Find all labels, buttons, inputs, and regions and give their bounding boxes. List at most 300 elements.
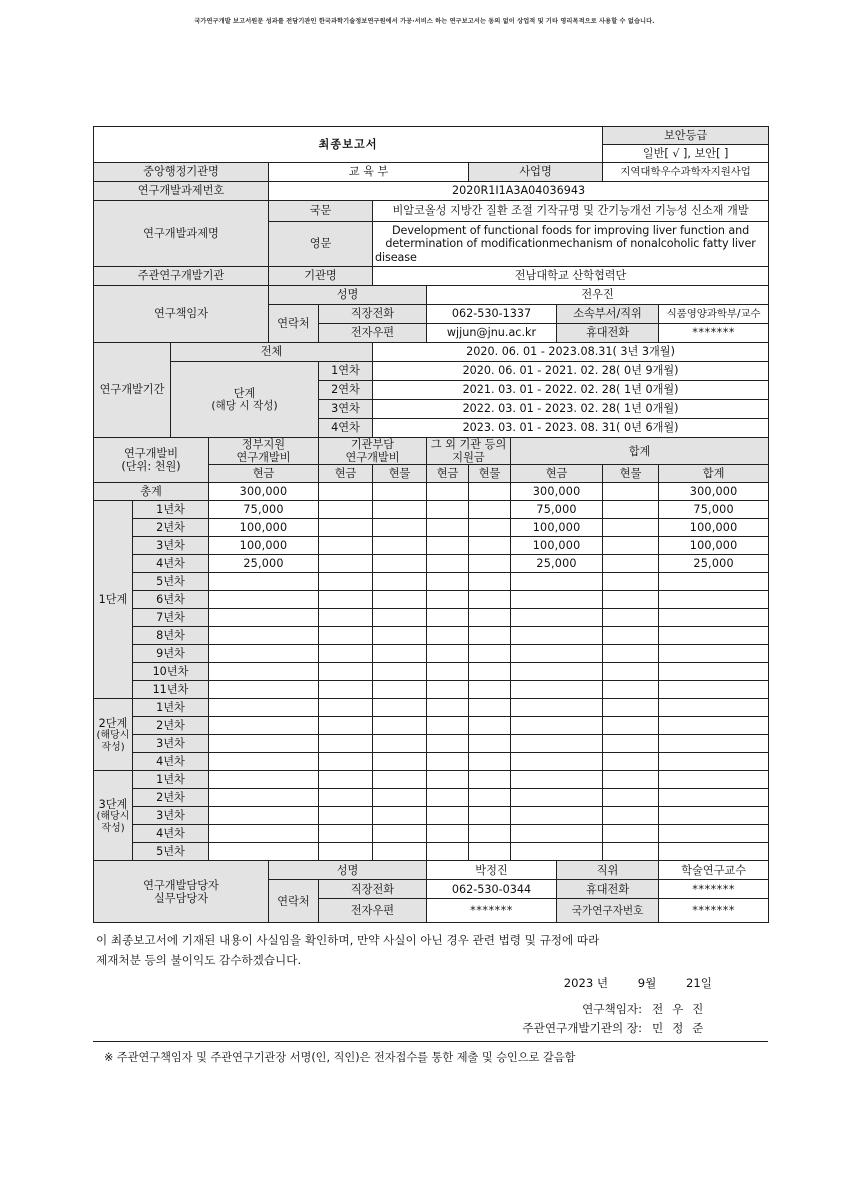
host-org-name-label: 기관명 bbox=[269, 267, 373, 286]
budget-row-label: 11년차 bbox=[133, 681, 209, 699]
budget-stage-2-note: (해당시 작성) bbox=[96, 729, 130, 753]
period-year-value-1: 2020. 06. 01 - 2021. 02. 28( 0년 9개월) bbox=[373, 362, 769, 381]
budget-row-label: 8년차 bbox=[133, 627, 209, 645]
budget-cell-total-sum bbox=[659, 663, 769, 681]
budget-row-label: 5년차 bbox=[133, 573, 209, 591]
budget-cell-other-inkind bbox=[469, 609, 511, 627]
program-label: 사업명 bbox=[469, 163, 603, 182]
period-total-row bbox=[94, 343, 769, 362]
budget-col-other bbox=[427, 438, 511, 465]
budget-sub-org-cash: 현금 bbox=[319, 465, 373, 483]
budget-header-row bbox=[94, 438, 769, 465]
budget-cell-total-cash bbox=[511, 699, 603, 717]
pi-dept-value: 식품영양과학부/교수 bbox=[659, 305, 769, 324]
period-year-label-2: 2연차 bbox=[319, 381, 373, 400]
pi-mobile-label: 휴대전화 bbox=[557, 324, 659, 343]
budget-cell-total-cash bbox=[511, 645, 603, 663]
document-title: 최종보고서 bbox=[94, 127, 603, 163]
budget-cell-total-inkind bbox=[603, 789, 659, 807]
budget-sub-total-inkind: 현물 bbox=[603, 465, 659, 483]
contact-researcher-no-label: 국가연구자번호 bbox=[557, 899, 659, 923]
budget-row-label: 1년차 bbox=[133, 501, 209, 519]
budget-col-gov-l2: 연구개발비 bbox=[236, 451, 291, 465]
budget-cell-other-inkind bbox=[469, 843, 511, 861]
pi-name-value: 전우진 bbox=[427, 286, 769, 305]
contact-email-label: 전자우편 bbox=[319, 899, 427, 923]
program-value: 지역대학우수과학자지원사업 bbox=[603, 163, 769, 182]
budget-cell-org-cash bbox=[319, 591, 373, 609]
budget-cell-total-inkind bbox=[603, 681, 659, 699]
budget-cell-other-inkind bbox=[469, 645, 511, 663]
pi-signature-name: 전 우 진 bbox=[652, 1002, 706, 1016]
budget-cell-total-inkind bbox=[603, 555, 659, 573]
budget-cell-other-inkind bbox=[469, 573, 511, 591]
budget-cell-gov-cash bbox=[209, 699, 319, 717]
budget-cell-other-cash bbox=[427, 771, 469, 789]
budget-row bbox=[94, 573, 769, 591]
budget-cell-org-inkind bbox=[373, 699, 427, 717]
budget-cell-total-cash bbox=[511, 825, 603, 843]
contact-label-line2: 실무담당자 bbox=[153, 891, 209, 905]
contact-label bbox=[94, 861, 269, 923]
project-title-kor-value: 비알코올성 지방간 질환 조절 기작규명 및 간기능개선 기능성 신소재 개발 bbox=[373, 201, 769, 222]
final-report-table bbox=[93, 126, 769, 923]
budget-cell-total-sum bbox=[659, 825, 769, 843]
budget-row bbox=[94, 537, 769, 555]
budget-row bbox=[94, 663, 769, 681]
budget-cell-org-inkind bbox=[373, 753, 427, 771]
budget-cell-org-cash bbox=[319, 771, 373, 789]
security-grade-value: 일반[ √ ], 보안[ ] bbox=[603, 145, 769, 163]
budget-cell-org-inkind bbox=[373, 609, 427, 627]
period-total-label: 전체 bbox=[171, 343, 373, 362]
security-grade-header: 보안등급 bbox=[603, 127, 769, 145]
budget-cell-other-inkind bbox=[469, 717, 511, 735]
budget-grand-other-cash bbox=[427, 483, 469, 501]
project-title-kor-row bbox=[94, 201, 769, 222]
project-title-kor-label: 국문 bbox=[269, 201, 373, 222]
pi-name-label: 성명 bbox=[269, 286, 427, 305]
budget-grand-total-cash: 300,000 bbox=[511, 483, 603, 501]
budget-cell-gov-cash: 100,000 bbox=[209, 537, 319, 555]
budget-row bbox=[94, 753, 769, 771]
budget-cell-org-inkind bbox=[373, 555, 427, 573]
budget-cell-total-inkind bbox=[603, 717, 659, 735]
period-year-value-4: 2023. 03. 01 - 2023. 08. 31( 0년 6개월) bbox=[373, 419, 769, 438]
period-stage-title: 단계 bbox=[233, 386, 256, 400]
date-year: 2023 년 bbox=[563, 976, 609, 990]
budget-row-label: 2년차 bbox=[133, 789, 209, 807]
budget-cell-total-sum bbox=[659, 771, 769, 789]
budget-cell-org-inkind bbox=[373, 807, 427, 825]
agency-label: 중앙행정기관명 bbox=[94, 163, 269, 182]
budget-col-org-l1: 기관부담 bbox=[350, 438, 395, 451]
budget-cell-other-cash bbox=[427, 789, 469, 807]
budget-cell-total-inkind bbox=[603, 843, 659, 861]
budget-grand-total-inkind bbox=[603, 483, 659, 501]
budget-cell-total-sum bbox=[659, 591, 769, 609]
budget-cell-total-sum: 100,000 bbox=[659, 537, 769, 555]
budget-cell-total-sum bbox=[659, 753, 769, 771]
budget-cell-total-sum bbox=[659, 681, 769, 699]
budget-cell-other-inkind bbox=[469, 681, 511, 699]
budget-cell-org-inkind bbox=[373, 519, 427, 537]
budget-cell-total-inkind bbox=[603, 501, 659, 519]
contact-position-value: 학술연구교수 bbox=[659, 861, 769, 880]
budget-cell-org-cash bbox=[319, 609, 373, 627]
budget-cell-total-inkind bbox=[603, 591, 659, 609]
budget-cell-org-cash bbox=[319, 825, 373, 843]
budget-row bbox=[94, 645, 769, 663]
budget-cell-total-cash: 25,000 bbox=[511, 555, 603, 573]
budget-cell-total-cash bbox=[511, 627, 603, 645]
pi-name-row bbox=[94, 286, 769, 305]
budget-cell-total-sum bbox=[659, 807, 769, 825]
period-year-label-1: 1연차 bbox=[319, 362, 373, 381]
budget-cell-org-inkind bbox=[373, 789, 427, 807]
budget-col-total: 합계 bbox=[511, 438, 769, 465]
budget-row bbox=[94, 555, 769, 573]
budget-cell-org-cash bbox=[319, 519, 373, 537]
budget-row bbox=[94, 609, 769, 627]
budget-col-gov-l1: 정부지원 bbox=[241, 438, 286, 451]
budget-cell-gov-cash bbox=[209, 663, 319, 681]
pi-dept-label: 소속부서/직위 bbox=[557, 305, 659, 324]
budget-cell-other-cash bbox=[427, 591, 469, 609]
budget-cell-other-cash bbox=[427, 627, 469, 645]
org-head-signature-line bbox=[96, 1019, 706, 1038]
budget-cell-org-cash bbox=[319, 663, 373, 681]
budget-cell-total-sum bbox=[659, 699, 769, 717]
budget-cell-total-sum: 100,000 bbox=[659, 519, 769, 537]
budget-cell-total-sum bbox=[659, 609, 769, 627]
budget-cell-total-sum: 25,000 bbox=[659, 555, 769, 573]
budget-cell-total-cash bbox=[511, 735, 603, 753]
budget-cell-org-cash bbox=[319, 699, 373, 717]
budget-cell-total-sum bbox=[659, 645, 769, 663]
copyright-notice: 국가연구개발 보고서원문 성과를 전담기관인 한국과학기술정보연구원에서 가공·서비스 하는 연구보고서는 동의 없이 상업적 및 기타 영리목적으로 사용할 수 없습니다. bbox=[194, 18, 655, 25]
budget-cell-total-sum bbox=[659, 843, 769, 861]
contact-email-value: ******* bbox=[427, 899, 557, 923]
contact-name-value: 박정진 bbox=[427, 861, 557, 880]
budget-cell-gov-cash bbox=[209, 717, 319, 735]
pi-label: 연구책임자 bbox=[94, 286, 269, 343]
statement-line-2: 제재처분 등의 불이익도 감수하겠습니다. bbox=[96, 953, 302, 968]
budget-row-label: 4년차 bbox=[133, 555, 209, 573]
budget-cell-other-inkind bbox=[469, 789, 511, 807]
period-year-label-4: 4연차 bbox=[319, 419, 373, 438]
budget-row-label: 2년차 bbox=[133, 717, 209, 735]
budget-row bbox=[94, 699, 769, 717]
budget-cell-org-cash bbox=[319, 681, 373, 699]
budget-row-label: 3년차 bbox=[133, 537, 209, 555]
budget-cell-total-inkind bbox=[603, 519, 659, 537]
budget-stage-3-title: 3단계 bbox=[98, 797, 128, 811]
budget-cell-org-cash bbox=[319, 843, 373, 861]
budget-row-label: 5년차 bbox=[133, 843, 209, 861]
pi-mobile-value: ******* bbox=[659, 324, 769, 343]
budget-cell-other-inkind bbox=[469, 501, 511, 519]
budget-sub-other-cash: 현금 bbox=[427, 465, 469, 483]
period-stage-label bbox=[171, 362, 319, 438]
budget-cell-org-cash bbox=[319, 789, 373, 807]
budget-row bbox=[94, 717, 769, 735]
budget-cell-other-cash bbox=[427, 843, 469, 861]
budget-cell-org-inkind bbox=[373, 501, 427, 519]
contact-name-row bbox=[94, 861, 769, 880]
budget-cell-total-cash bbox=[511, 591, 603, 609]
budget-col-other-l1: 그 외 기관 등의 bbox=[430, 438, 507, 451]
budget-cell-other-cash bbox=[427, 519, 469, 537]
project-number-label: 연구개발과제번호 bbox=[94, 182, 269, 201]
budget-cell-total-cash bbox=[511, 717, 603, 735]
budget-cell-total-cash bbox=[511, 663, 603, 681]
budget-cell-gov-cash: 25,000 bbox=[209, 555, 319, 573]
agency-row bbox=[94, 163, 769, 182]
budget-row-label: 4년차 bbox=[133, 825, 209, 843]
budget-cell-other-cash bbox=[427, 753, 469, 771]
budget-cell-total-cash: 100,000 bbox=[511, 537, 603, 555]
budget-cell-other-inkind bbox=[469, 591, 511, 609]
budget-cell-gov-cash bbox=[209, 573, 319, 591]
budget-cell-gov-cash bbox=[209, 771, 319, 789]
budget-row-label: 9년차 bbox=[133, 645, 209, 663]
budget-grand-total-row bbox=[94, 483, 769, 501]
budget-cell-gov-cash: 75,000 bbox=[209, 501, 319, 519]
budget-row-label: 1년차 bbox=[133, 771, 209, 789]
budget-stage-2-title: 2단계 bbox=[98, 716, 128, 730]
period-stage-note: (해당 시 작성) bbox=[211, 399, 278, 412]
budget-cell-total-cash bbox=[511, 681, 603, 699]
budget-cell-gov-cash bbox=[209, 789, 319, 807]
budget-cell-org-cash bbox=[319, 753, 373, 771]
budget-cell-org-inkind bbox=[373, 825, 427, 843]
budget-label-unit: (단위: 천원) bbox=[121, 460, 181, 474]
budget-cell-other-cash bbox=[427, 645, 469, 663]
budget-row-label: 4년차 bbox=[133, 753, 209, 771]
budget-col-gov bbox=[209, 438, 319, 465]
budget-cell-total-cash bbox=[511, 843, 603, 861]
budget-cell-gov-cash bbox=[209, 645, 319, 663]
budget-cell-org-inkind bbox=[373, 717, 427, 735]
budget-cell-total-cash: 75,000 bbox=[511, 501, 603, 519]
budget-stage-3-note: (해당시 작성) bbox=[96, 810, 130, 834]
budget-col-org bbox=[319, 438, 427, 465]
budget-cell-gov-cash bbox=[209, 843, 319, 861]
budget-cell-other-cash bbox=[427, 807, 469, 825]
budget-cell-other-inkind bbox=[469, 825, 511, 843]
budget-cell-other-cash bbox=[427, 537, 469, 555]
budget-cell-org-inkind bbox=[373, 573, 427, 591]
budget-cell-total-cash bbox=[511, 753, 603, 771]
budget-cell-other-inkind bbox=[469, 537, 511, 555]
budget-cell-org-cash bbox=[319, 537, 373, 555]
budget-cell-org-cash bbox=[319, 645, 373, 663]
contact-researcher-no-value: ******* bbox=[659, 899, 769, 923]
project-title-eng-value: Development of functional foods for improving liver function and determination of modificationmechanism of nonalcoholic fatty liver disease bbox=[373, 222, 769, 267]
budget-cell-org-inkind bbox=[373, 681, 427, 699]
budget-cell-total-sum bbox=[659, 573, 769, 591]
confirmation-statement bbox=[96, 930, 768, 971]
budget-cell-org-inkind bbox=[373, 627, 427, 645]
budget-cell-total-cash bbox=[511, 807, 603, 825]
period-total-value: 2020. 06. 01 - 2023.08.31( 3년 3개월) bbox=[373, 343, 769, 362]
budget-cell-gov-cash bbox=[209, 825, 319, 843]
budget-cell-gov-cash bbox=[209, 807, 319, 825]
pi-email-label: 전자우편 bbox=[319, 324, 427, 343]
period-label: 연구개발기간 bbox=[94, 343, 171, 438]
budget-cell-total-inkind bbox=[603, 699, 659, 717]
budget-cell-gov-cash bbox=[209, 753, 319, 771]
budget-cell-other-inkind bbox=[469, 699, 511, 717]
signature-footnote: ※ 주관연구책임자 및 주관연구기관장 서명(인, 직인)은 전자접수를 통한 제출 및 승인으로 갈음함 bbox=[104, 1051, 576, 1064]
date-day: 21일 bbox=[686, 976, 712, 990]
budget-cell-total-cash bbox=[511, 771, 603, 789]
pi-contact-label: 연락처 bbox=[269, 305, 319, 343]
budget-cell-total-inkind bbox=[603, 735, 659, 753]
budget-row bbox=[94, 681, 769, 699]
budget-cell-other-cash bbox=[427, 681, 469, 699]
contact-office-phone-label: 직장전화 bbox=[319, 880, 427, 899]
project-number-value: 2020R1I1A3A04036943 bbox=[269, 182, 769, 201]
budget-row bbox=[94, 843, 769, 861]
org-head-signature-label: 주관연구개발기관의 장: bbox=[522, 1020, 643, 1035]
project-title-eng-label: 영문 bbox=[269, 222, 373, 267]
budget-cell-gov-cash bbox=[209, 735, 319, 753]
budget-cell-other-cash bbox=[427, 555, 469, 573]
budget-row-label: 7년차 bbox=[133, 609, 209, 627]
agency-value: 교 육 부 bbox=[269, 163, 469, 182]
budget-cell-other-inkind bbox=[469, 807, 511, 825]
period-year-label-3: 3연차 bbox=[319, 400, 373, 419]
budget-cell-total-cash bbox=[511, 609, 603, 627]
budget-cell-org-cash bbox=[319, 501, 373, 519]
budget-grand-org-inkind bbox=[373, 483, 427, 501]
budget-row bbox=[94, 735, 769, 753]
budget-sub-gov-cash: 현금 bbox=[209, 465, 319, 483]
budget-cell-total-sum bbox=[659, 717, 769, 735]
contact-contact-label: 연락처 bbox=[269, 880, 319, 923]
title-row bbox=[94, 127, 769, 145]
pi-email-value: wjjun@jnu.ac.kr bbox=[427, 324, 557, 343]
budget-cell-total-cash bbox=[511, 789, 603, 807]
date-line bbox=[96, 975, 768, 991]
budget-cell-other-cash bbox=[427, 501, 469, 519]
host-org-row bbox=[94, 267, 769, 286]
date-month: 9월 bbox=[637, 976, 657, 990]
budget-label-title: 연구개발비 bbox=[123, 447, 179, 460]
project-number-row bbox=[94, 182, 769, 201]
budget-col-org-l2: 연구개발비 bbox=[345, 451, 400, 465]
budget-cell-other-inkind bbox=[469, 555, 511, 573]
contact-name-label: 성명 bbox=[269, 861, 427, 880]
budget-cell-total-inkind bbox=[603, 825, 659, 843]
budget-row bbox=[94, 591, 769, 609]
budget-grand-label: 총계 bbox=[94, 483, 209, 501]
budget-cell-gov-cash: 100,000 bbox=[209, 519, 319, 537]
budget-cell-other-inkind bbox=[469, 519, 511, 537]
budget-grand-gov-cash: 300,000 bbox=[209, 483, 319, 501]
budget-cell-total-cash: 100,000 bbox=[511, 519, 603, 537]
budget-cell-total-inkind bbox=[603, 807, 659, 825]
contact-mobile-label: 휴대전화 bbox=[557, 880, 659, 899]
budget-row-label: 6년차 bbox=[133, 591, 209, 609]
budget-cell-gov-cash bbox=[209, 627, 319, 645]
budget-cell-total-inkind bbox=[603, 663, 659, 681]
budget-cell-total-inkind bbox=[603, 609, 659, 627]
contact-label-line1: 연구개발담당자 bbox=[143, 878, 219, 892]
statement-line-1: 이 최종보고서에 기재된 내용이 사실임을 확인하며, 만약 사실이 아닌 경우 관련 법령 및 규정에 따라 bbox=[96, 933, 600, 947]
budget-sub-other-inkind: 현물 bbox=[469, 465, 511, 483]
pi-office-phone-label: 직장전화 bbox=[319, 305, 427, 324]
budget-cell-org-inkind bbox=[373, 771, 427, 789]
budget-row bbox=[94, 627, 769, 645]
budget-row-label: 2년차 bbox=[133, 519, 209, 537]
budget-cell-org-inkind bbox=[373, 645, 427, 663]
budget-cell-total-sum: 75,000 bbox=[659, 501, 769, 519]
budget-cell-other-cash bbox=[427, 735, 469, 753]
budget-sub-total-sum: 합계 bbox=[659, 465, 769, 483]
budget-cell-org-cash bbox=[319, 735, 373, 753]
budget-cell-org-inkind bbox=[373, 843, 427, 861]
budget-cell-other-cash bbox=[427, 609, 469, 627]
budget-cell-total-inkind bbox=[603, 573, 659, 591]
budget-cell-total-sum bbox=[659, 735, 769, 753]
budget-cell-org-inkind bbox=[373, 735, 427, 753]
budget-row-label: 10년차 bbox=[133, 663, 209, 681]
period-year-value-2: 2021. 03. 01 - 2022. 02. 28( 1년 0개월) bbox=[373, 381, 769, 400]
period-year-row-1 bbox=[94, 362, 769, 381]
budget-cell-other-inkind bbox=[469, 627, 511, 645]
contact-mobile-value: ******* bbox=[659, 880, 769, 899]
budget-cell-other-cash bbox=[427, 717, 469, 735]
budget-cell-total-inkind bbox=[603, 771, 659, 789]
budget-row-label: 1년차 bbox=[133, 699, 209, 717]
budget-cell-org-inkind bbox=[373, 591, 427, 609]
budget-sub-org-inkind: 현물 bbox=[373, 465, 427, 483]
budget-row-label: 3년차 bbox=[133, 807, 209, 825]
budget-cell-other-inkind bbox=[469, 771, 511, 789]
budget-cell-org-inkind bbox=[373, 663, 427, 681]
project-title-label: 연구개발과제명 bbox=[94, 201, 269, 267]
budget-cell-other-inkind bbox=[469, 735, 511, 753]
budget-cell-org-cash bbox=[319, 627, 373, 645]
budget-sub-total-cash: 현금 bbox=[511, 465, 603, 483]
budget-cell-total-inkind bbox=[603, 645, 659, 663]
budget-cell-org-cash bbox=[319, 717, 373, 735]
budget-grand-other-inkind bbox=[469, 483, 511, 501]
budget-stage-name-3 bbox=[94, 771, 133, 861]
budget-cell-org-cash bbox=[319, 807, 373, 825]
budget-cell-total-sum bbox=[659, 789, 769, 807]
budget-cell-other-cash bbox=[427, 573, 469, 591]
budget-cell-org-inkind bbox=[373, 537, 427, 555]
budget-row bbox=[94, 771, 769, 789]
period-year-value-3: 2022. 03. 01 - 2023. 02. 28( 1년 0개월) bbox=[373, 400, 769, 419]
budget-cell-total-inkind bbox=[603, 627, 659, 645]
contact-position-label: 직위 bbox=[557, 861, 659, 880]
budget-cell-total-inkind bbox=[603, 537, 659, 555]
host-org-name-value: 전남대학교 산학협력단 bbox=[373, 267, 769, 286]
pi-office-phone-value: 062-530-1337 bbox=[427, 305, 557, 324]
budget-cell-total-cash bbox=[511, 573, 603, 591]
org-head-signature-name: 민 정 준 bbox=[652, 1020, 706, 1035]
budget-cell-other-cash bbox=[427, 699, 469, 717]
budget-cell-other-cash bbox=[427, 825, 469, 843]
budget-cell-org-cash bbox=[319, 573, 373, 591]
budget-row bbox=[94, 807, 769, 825]
budget-grand-org-cash bbox=[319, 483, 373, 501]
